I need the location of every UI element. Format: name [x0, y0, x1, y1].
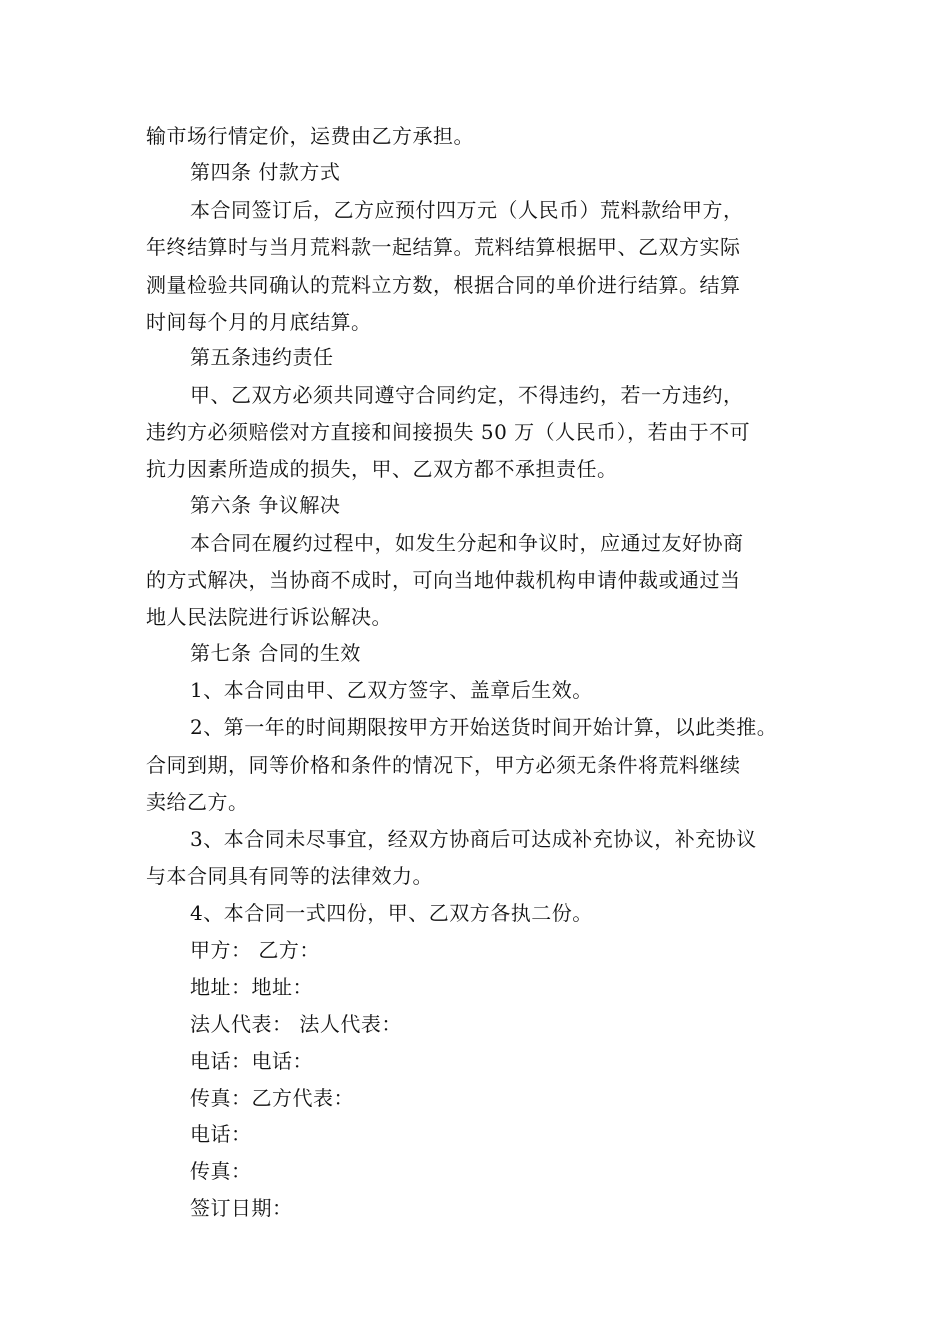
paragraph-line: 测量检验共同确认的荒料立方数，根据合同的单价进行结算。结算 [146, 273, 741, 297]
paragraph-line: 卖给乙方。 [146, 790, 249, 814]
paragraph-line: 违约方必须赔偿对方直接和间接损失 50 万（人民币），若由于不可 [146, 420, 751, 444]
paragraph-line: 甲、乙双方必须共同遵守合同约定，不得违约，若一方违约， [190, 383, 744, 407]
paragraph-line: 时间每个月的月底结算。 [146, 310, 372, 334]
clause-2: 2、第一年的时间期限按甲方开始送货时间开始计算，以此类推。 [190, 715, 778, 739]
article-4-heading: 第四条 付款方式 [190, 160, 341, 184]
signature-fax-line-2: 传真： [190, 1159, 252, 1183]
article-7-heading: 第七条 合同的生效 [190, 641, 361, 665]
paragraph-line: 年终结算时与当月荒料款一起结算。荒料结算根据甲、乙双方实际 [146, 235, 741, 259]
paragraph-line: 抗力因素所造成的损失，甲、乙双方都不承担责任。 [146, 457, 618, 481]
signature-representative-line: 法人代表： 法人代表： [190, 1012, 402, 1036]
signature-phone-line: 电话：电话： [190, 1049, 313, 1073]
paragraph-line: 本合同签订后，乙方应预付四万元（人民币）荒料款给甲方， [190, 198, 744, 222]
article-5-heading: 第五条违约责任 [190, 345, 334, 369]
paragraph-line: 输市场行情定价，运费由乙方承担。 [146, 124, 474, 148]
signature-party-line: 甲方： 乙方： [190, 938, 320, 962]
signature-phone-line-2: 电话： [190, 1122, 252, 1146]
clause-1: 1、本合同由甲、乙双方签字、盖章后生效。 [190, 678, 593, 702]
paragraph-line: 本合同在履约过程中，如发生分起和争议时，应通过友好协商 [190, 531, 744, 555]
signature-address-line: 地址：地址： [190, 975, 313, 999]
clause-3: 3、本合同未尽事宜，经双方协商后可达成补充协议，补充协议 [190, 827, 757, 851]
paragraph-line: 与本合同具有同等的法律效力。 [146, 864, 433, 888]
article-6-heading: 第六条 争议解决 [190, 493, 341, 517]
signing-date-line: 签订日期： [190, 1196, 293, 1220]
paragraph-line: 合同到期，同等价格和条件的情况下，甲方必须无条件将荒料继续 [146, 753, 741, 777]
clause-4: 4、本合同一式四份，甲、乙双方各执二份。 [190, 901, 593, 925]
paragraph-line: 地人民法院进行诉讼解决。 [146, 605, 392, 629]
paragraph-line: 的方式解决，当协商不成时，可向当地仲裁机构申请仲裁或通过当 [146, 568, 741, 592]
signature-fax-line: 传真：乙方代表： [190, 1086, 354, 1110]
